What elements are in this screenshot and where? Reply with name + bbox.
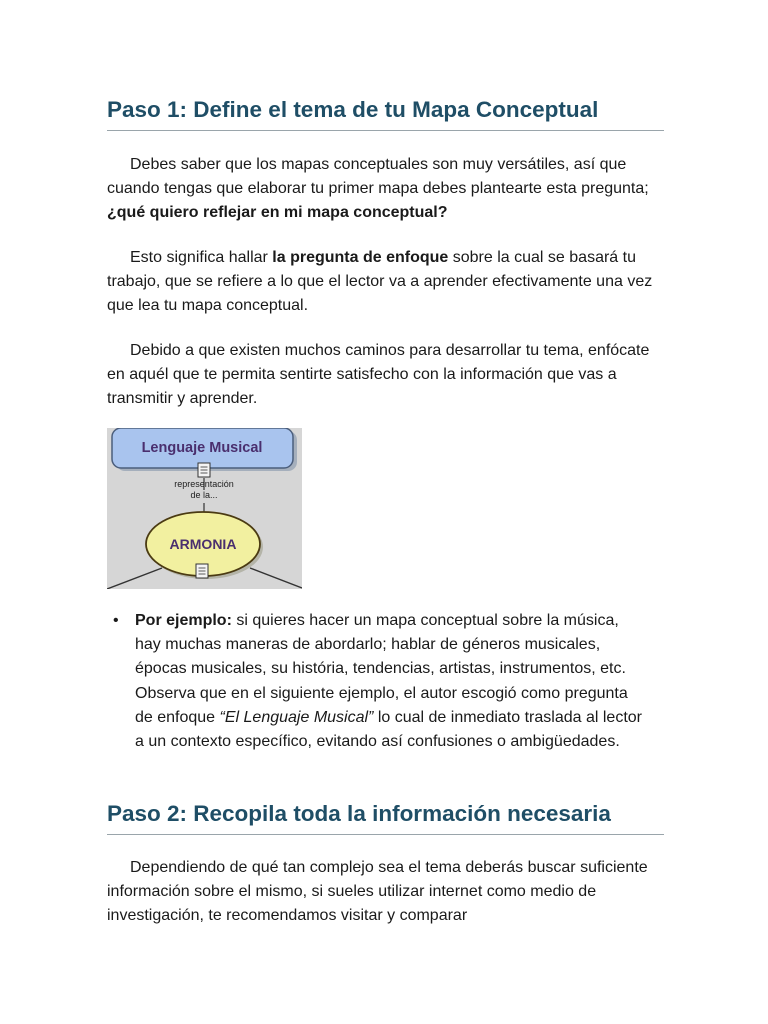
link-phrase-line2: de la... — [190, 490, 218, 500]
step1-paragraph-1-bold: ¿qué quiero reflejar en mi mapa conceptual? — [107, 204, 448, 221]
concept-map-figure — [107, 428, 302, 589]
step1-paragraph-3: Debido a que existen muchos caminos para desarrollar tu tema, enfócate en aquél que te permita sentirte satisfecho con la información que vas a transmitir y aprender. — [107, 342, 650, 407]
step2-heading: Paso 2: Recopila toda la información necesaria — [107, 801, 611, 826]
step1-paragraph-2-bold: la pregunta de enfoque — [272, 249, 449, 266]
step2-paragraph-1: Dependiendo de qué tan complejo sea el tema deberás buscar suficiente información sobre el mismo, si sueles utilizar internet como medio de investigación, te recomendamos visitar y comparar — [107, 859, 648, 924]
document-icon — [198, 463, 210, 477]
concept-map-illustration — [107, 428, 302, 589]
step1-paragraph-2-before: Esto significa hallar — [130, 249, 273, 266]
example-bullet-list — [107, 609, 647, 754]
document-icon — [196, 564, 208, 578]
example-italic-phrase: “El Lenguaje Musical” — [219, 708, 374, 726]
bottom-concept-label: ARMONIA — [169, 536, 237, 552]
link-phrase-line1: representación — [174, 479, 234, 489]
example-text-2: lo cual de inmediato traslada al lector a un contexto específico, evitando así confusiones o ambigüedades. — [135, 708, 642, 751]
step1-heading-rule — [107, 130, 664, 131]
example-bullet-item — [107, 609, 647, 754]
step2-heading-rule — [107, 834, 664, 835]
bullet-dot-icon: • — [113, 612, 119, 629]
step1-paragraph-1-text: Debes saber que los mapas conceptuales son muy versátiles, así que cuando tengas que elaborar tu primer mapa debes plantearte esta pregunta; — [107, 156, 649, 197]
example-text-1: si quieres hacer un mapa conceptual sobre la música, hay muchas maneras de abordarlo; hablar de géneros musicales, épocas musicales, su história, tendencias, artistas, instrumentos, etc. Observa que en el siguiente ejemplo, el autor escogió como pregunta de enfoque — [135, 612, 628, 726]
step1-paragraph-2-after: sobre la cual se basará tu trabajo, que se refiere a lo que el lector va a aprender efectivamente una vez que lea tu mapa conceptual. — [107, 249, 653, 314]
step1-paragraph-1 — [107, 153, 667, 225]
example-bold-label: Por ejemplo: — [135, 612, 232, 629]
step1-heading: Paso 1: Define el tema de tu Mapa Conceptual — [107, 97, 599, 122]
step1-paragraph-2 — [107, 246, 667, 318]
top-concept-label: Lenguaje Musical — [141, 440, 263, 456]
